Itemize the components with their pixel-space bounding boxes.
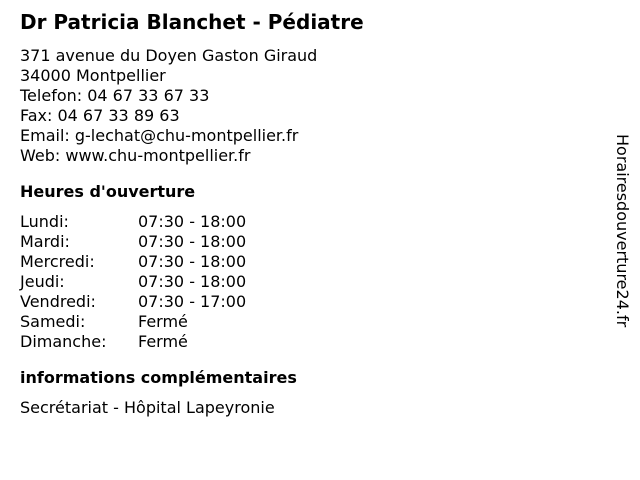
practice-card: [20, 8, 580, 418]
side-watermark: [612, 134, 632, 370]
hours-day-label: Lundi:: [20, 212, 69, 231]
hours-row-wednesday: [20, 252, 580, 272]
hours-row-friday: [20, 292, 580, 312]
hours-day-label: Mardi:: [20, 232, 70, 251]
hours-heading: Heures d'ouverture: [20, 182, 196, 201]
hours-day-label: Vendredi:: [20, 292, 96, 311]
hours-row-saturday: [20, 312, 580, 332]
page-title: Dr Patricia Blanchet - Pédiatre: [20, 10, 364, 34]
hours-row-monday: [20, 212, 580, 232]
hours-day-label: Mercredi:: [20, 252, 95, 271]
info-heading: informations complémentaires: [20, 368, 297, 387]
info-text: Secrétariat - Hôpital Lapeyronie: [20, 398, 275, 417]
hours-row-sunday: [20, 332, 580, 352]
hours-time-value: 07:30 - 18:00: [138, 232, 247, 251]
address-line-2: 34000 Montpellier: [20, 66, 166, 85]
hours-day-label: Samedi:: [20, 312, 86, 331]
hours-time-value: Fermé: [138, 332, 188, 351]
hours-time-value: 07:30 - 18:00: [138, 272, 247, 291]
hours-time-value: 07:30 - 18:00: [138, 212, 247, 231]
hours-time-value: 07:30 - 17:00: [138, 292, 247, 311]
hours-row-thursday: [20, 272, 580, 292]
email-line: Email: g-lechat@chu-montpellier.fr: [20, 126, 299, 145]
hours-day-label: Dimanche:: [20, 332, 107, 351]
hours-time-value: 07:30 - 18:00: [138, 252, 247, 271]
contact-block: [20, 46, 580, 166]
phone-line: Telefon: 04 67 33 67 33: [20, 86, 210, 105]
hours-row-tuesday: [20, 232, 580, 252]
web-line: Web: www.chu-montpellier.fr: [20, 146, 251, 165]
hours-time-value: Fermé: [138, 312, 188, 331]
watermark-text: Horairesdouverture24.fr: [613, 134, 632, 328]
address-line-1: 371 avenue du Doyen Gaston Giraud: [20, 46, 318, 65]
hours-table: [20, 212, 580, 352]
fax-line: Fax: 04 67 33 89 63: [20, 106, 180, 125]
hours-day-label: Jeudi:: [20, 272, 65, 291]
